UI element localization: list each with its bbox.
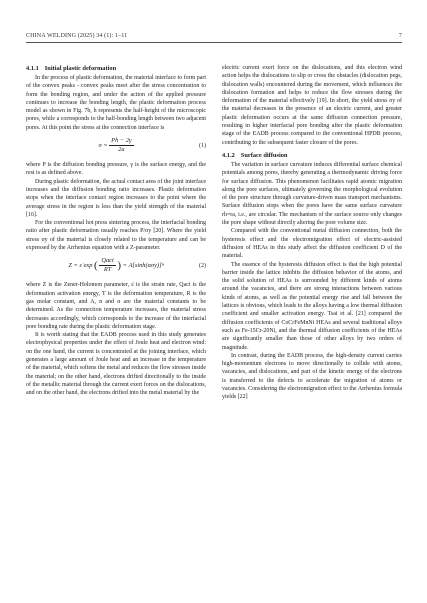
left-bracket: ( — [94, 259, 98, 272]
equation-fraction — [99, 257, 115, 274]
equation-1 — [26, 136, 206, 156]
equation-fraction — [109, 137, 133, 154]
section-title: Surface diffusion — [240, 151, 288, 159]
section-heading-4-1-1 — [26, 64, 206, 73]
paragraph: For the conventional hot press sintering process, the interfacial bonding ratio after plastic deformation usually reaches P/σy [20]. Where the yield stress σy of the material is closely related to the temperature and can be expressed by the Arrhenius equation with a Z-parameter. — [26, 220, 206, 252]
section-number: 4.1.1 — [26, 65, 39, 72]
paragraph: The essence of the hysteresis diffusion effect is that the high potential barrier inside the lattice inhibits the diffusion behavior of the atoms, and the solid solution of HEAs is surrounded by different kinds of atoms around the vacancies, and there are strong interactions between various kinds of atoms, as well as the potential energy rise and fall between the lattices is obvious, which leads to the alloys having a low thermal diffusion coefficient and smaller activation energy. Tsai et al. [21] compared the diffusion coefficients of CoCrFeMnNi HEAs and several traditional alloys such as Fe-15Cr-20Ni, and the thermal diffusion coefficients of the HEAs are significantly smaller than those of other alloys by two orders of magnitude. — [222, 261, 402, 351]
right-bracket: ) — [117, 259, 122, 272]
paragraph: where P is the diffusion bonding pressure, γ is the surface energy, and the rest is as defined above. — [26, 162, 206, 177]
right-column — [222, 64, 402, 402]
paragraph: where Z is the Zener-Holomon parameter, ε̇ is the strain rate, Qact is the deformation activation energy, T is the deformation temperature, R is the gas molar constant, and A, n and α are the material constants to be determined. As the connection temperature increases, the material stress decreases accordingly, which corresponds to the increase of the interfacial pore bonding rate during the plastic deformation stage. — [26, 282, 206, 330]
paragraph: The variation in surface curvature induces differential surface chemical potentials among pores, thereby generating a thermodynamic driving force for surface diffusion. This phenomenon facilitates rapid atomic migration along the pore surfaces, ultimately governing the morphological evolution of the pore structure through curvature-driven mass transport mechanisms. Surface diffusion stops when the pores have the same surface curvature rh=ra, i.e., are circular. The mechanism of the surface source only changes the pore shape without directly altering the pore volume size. — [222, 161, 402, 227]
paragraph: It is worth stating that the EADB process used in this study generates electrophysical properties under the effect of Joule heat and electron wind: on the one hand, the current is concentrated at the joining interface, which generates a large amount of Joule heat and an increase in the temperature of the material, which softens the metal and reduces the flow stresses inside the material; on the other hand, electrons drifted directionally to the inside of the metallic material through the current exert forces on the dislocations, and on the other hand, the electrons drifted into the metal material by the — [26, 332, 206, 397]
equation-denominator: RT — [103, 266, 112, 274]
equation-denominator: 2a — [118, 146, 125, 154]
section-title: Initial plastic deformation — [44, 65, 117, 72]
page-header — [26, 33, 402, 45]
section-heading-4-1-2 — [222, 151, 402, 160]
section-number: 4.1.2 — [222, 151, 235, 159]
equation-lhs: Z = ε̇ exp — [68, 262, 93, 270]
paragraph: In the process of plastic deformation, the material interface to form part of the convex peaks - convex peaks meet after the stress concentration to form the bonding region, and under the action of the applied pressure continues to increase the bonding length, the plastic deformation process model as shown in Fig. 7b, h represents the half-height of the microscopic pores, while a corresponds to the half-bonding length between two adjacent pores. At this point the stress at the connection interface is — [26, 75, 206, 131]
equation-2 — [26, 256, 206, 276]
equation-lhs: σ = — [98, 142, 108, 150]
equation-rhs: = A[sinh(ασy)]ⁿ — [122, 262, 164, 270]
journal-citation: CHINA WELDING (2025) 34 (1): 1–11 — [26, 33, 128, 39]
paragraph: electric current exert force on the dislocations, and this electron wind action helps the dislocations to slip or cross the obstacles (dislocation pegs, dislocation walls) encountered during the movement, which influences the dislocation formation and helps to reduce the flow stresses during the deformation of the material effectively [19]. In short, the yield stress σy of the material decreases in the presence of an electric current, and greater plastic deformation occurs at the same diffusion connection pressure, resulting in higher interfacial pore bonding after the plastic deformation stage of the EADB process compared to the conventional HPDB process, contributing to the subsequent faster closure of the pores. — [222, 65, 402, 146]
page-number: 7 — [398, 33, 402, 39]
left-column — [26, 64, 206, 398]
equation-number: (1) — [199, 143, 206, 150]
equation-number: (2) — [199, 263, 206, 270]
equation-numerator: Qact — [101, 257, 114, 265]
paragraph: Compared with the conventional metal diffusion connection, both the hysteresis effect and the electromigration effect of electric-assisted diffusion of HEAs in this study affect the diffusion coefficient D of the material. — [222, 228, 402, 260]
paragraph: In contrast, during the EADB process, the high-density current carries high-momentum electrons to move directionally to collide with atoms, vacancies, and dislocations, and part of the kinetic energy of the electrons is transferred to the defects to accelerate the migration of atoms or vacancies. Considering the electromigration effect to the Arrhenius formula yields [22] — [222, 352, 402, 401]
paragraph: During plastic deformation, the actual contact area of the joint interface increases and the diffusion bonding ratio increases. Plastic deformation stops when the interface contact region increases to the point where the average stress in the region is less than the yield strength of the material [16]. — [26, 178, 206, 218]
equation-numerator: Ph − 2γ — [111, 137, 132, 145]
header-rule — [26, 42, 402, 43]
